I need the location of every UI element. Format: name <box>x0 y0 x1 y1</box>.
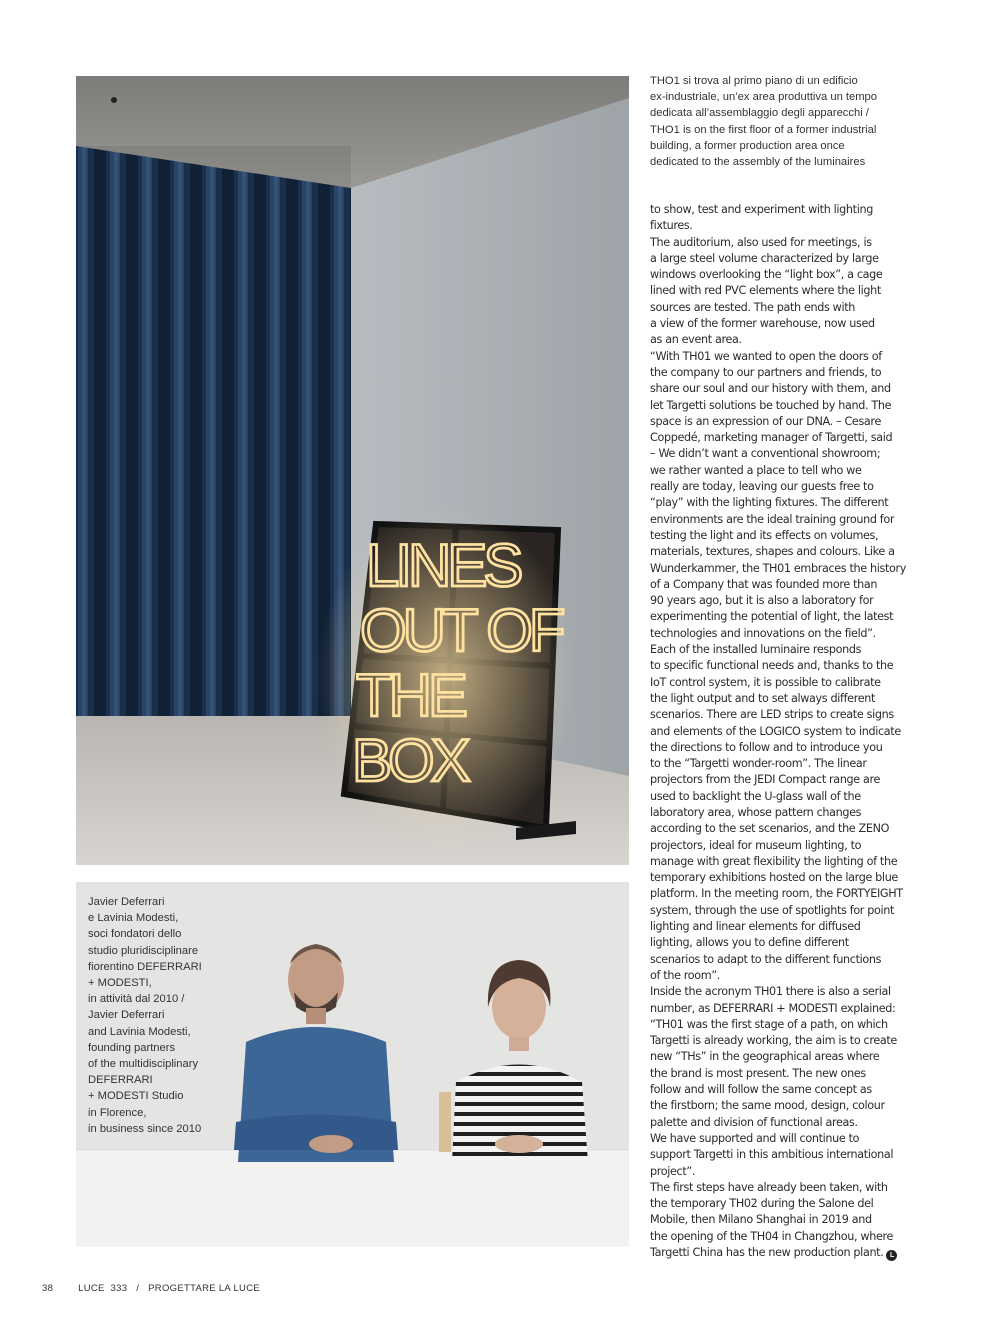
body-line: project”. <box>650 1164 696 1178</box>
body-line: 90 years ago, but it is also a laboratory for <box>650 594 874 608</box>
body-line: follow and will follow the same concept as <box>650 1083 872 1097</box>
body-line: scenarios. There are LED strips to create signs <box>650 708 894 722</box>
body-line: Wunderkammer, the TH01 embraces the history <box>650 561 907 575</box>
body-line: to show, test and experiment with lighting <box>650 203 873 216</box>
body-line: the opening of the TH04 in Changzhou, where <box>650 1229 894 1243</box>
body-line: – We didn’t want a conventional showroom; <box>650 447 881 461</box>
body-line: the brand is most present. The new ones <box>650 1066 866 1080</box>
body-line: environments are the ideal training ground for <box>650 512 895 526</box>
neon-line-3: THE <box>356 662 464 729</box>
body-line: a large steel volume characterized by large <box>650 251 879 265</box>
body-line: as an event area. <box>650 333 742 347</box>
body-line: platform. In the meeting room, the FORTYEIGHT <box>650 887 903 901</box>
caption-line: in Florence, <box>88 1106 147 1119</box>
body-line: to the “Targetti wonder-room”. The linear <box>650 757 867 771</box>
body-line: projectors, ideal for museum lighting, to <box>650 838 862 852</box>
caption-line: building, a former production area once <box>650 139 845 152</box>
page-footer <box>42 1283 260 1294</box>
body-line: share our soul and our history with them, and <box>650 382 891 396</box>
body-line: a view of the former warehouse, now used <box>650 317 875 331</box>
article-body <box>650 202 925 1261</box>
body-line: support Targetti in this ambitious international <box>650 1148 894 1162</box>
magazine-issue: LUCE 333 <box>78 1283 128 1294</box>
footer-separator: / <box>136 1283 140 1294</box>
body-line: Inside the acronym TH01 there is also a serial <box>650 985 891 999</box>
body-line: scenarios to adapt to the different functions <box>650 952 882 966</box>
showroom-photo <box>76 76 629 865</box>
caption-line: + MODESTI, <box>88 977 152 990</box>
caption-line: dedicata all’assemblaggio degli apparecchi / <box>650 107 869 120</box>
body-line: materials, textures, shapes and colours. Like a <box>650 545 895 559</box>
caption-line: and Lavinia Modesti, <box>88 1025 191 1038</box>
body-line: testing the light and its effects on volumes, <box>650 528 879 542</box>
body-line: of the room”. <box>650 968 720 982</box>
body-line: sources are tested. The path ends with <box>650 300 856 314</box>
body-line: IoT control system, it is possible to calibrate <box>650 675 881 689</box>
body-line: Each of the installed luminaire responds <box>650 643 862 657</box>
neon-line-4: BOX <box>352 727 467 794</box>
caption-line: ex-industriale, un’ex area produttiva un tempo <box>650 91 877 104</box>
body-line: the directions to follow and to introduce you <box>650 740 883 754</box>
body-line: we rather wanted a place to tell who we <box>650 463 862 477</box>
caption-line: + MODESTI Studio <box>88 1090 184 1103</box>
body-line: lighting, allows you to define different <box>650 936 849 950</box>
body-line: Targetti China has the new production plant. L <box>650 1245 925 1261</box>
body-line: The first steps have already been taken, with <box>650 1180 888 1194</box>
body-line: new “THs” in the geographical areas where <box>650 1050 880 1064</box>
body-line: “TH01 was the first stage of a path, on which <box>650 1017 888 1031</box>
body-line: “With TH01 we wanted to open the doors of <box>650 349 882 363</box>
caption-line: studio pluridisciplinare <box>88 944 199 957</box>
caption-line: in attività dal 2010 / <box>88 993 185 1006</box>
showroom-illustration <box>76 76 629 865</box>
body-line: used to backlight the U-glass wall of the <box>650 789 861 803</box>
section-name: PROGETTARE LA LUCE <box>148 1283 261 1294</box>
body-line: according to the set scenarios, and the ZENO <box>650 822 890 836</box>
caption-line: THO1 si trova al primo piano di un edificio <box>650 75 858 87</box>
body-line: of a Company that was founded more than <box>650 577 878 591</box>
body-line: experimenting the potential of light, the latest <box>650 610 894 624</box>
body-line: laboratory area, whose pattern changes <box>650 805 862 819</box>
page-number: 38 <box>42 1283 54 1294</box>
body-line: and elements of the LOGICO system to indicate <box>650 724 901 738</box>
body-line: fixtures. <box>650 219 693 233</box>
caption-line: Javier Deferrari <box>88 896 165 908</box>
body-line: palette and division of functional areas. <box>650 1115 858 1129</box>
caption-line: fiorentino DEFERRARI <box>88 960 202 973</box>
neon-line-1: LINES <box>366 532 520 599</box>
body-line: “play” with the lighting fixtures. The different <box>650 496 889 510</box>
body-line: Targetti is already working, the aim is to create <box>650 1034 897 1048</box>
body-line: lighting and linear elements for diffused <box>650 920 861 934</box>
body-line: to specific functional needs and, thanks to the <box>650 659 894 673</box>
body-line: the light output and to set always different <box>650 691 876 705</box>
body-line: Mobile, then Milano Shanghai in 2019 and <box>650 1213 872 1227</box>
body-line: lined with red PVC elements where the light <box>650 284 881 298</box>
body-line: number, as DEFERRARI + MODESTI explained: <box>650 1001 896 1015</box>
body-line: We have supported and will continue to <box>650 1131 860 1145</box>
body-line: space is an expression of our DNA. – Cesare <box>650 414 881 428</box>
body-line: windows overlooking the “light box”, a cage <box>650 268 883 282</box>
body-line: the company to our partners and friends, to <box>650 365 882 379</box>
end-of-article-icon: L <box>886 1250 897 1261</box>
caption-line: THO1 is on the first floor of a former industrial <box>650 123 877 136</box>
body-line: projectors from the JEDI Compact range are <box>650 773 881 787</box>
body-line: really are today, leaving our guests free to <box>650 480 874 494</box>
body-line: the firstborn; the same mood, design, colour <box>650 1099 885 1113</box>
founders-caption <box>88 894 238 1137</box>
neon-line-2: OUT OF <box>360 597 562 664</box>
caption-line: of the multidisciplinary <box>88 1058 199 1071</box>
caption-line: e Lavinia Modesti, <box>88 912 179 925</box>
body-line: let Targetti solutions be touched by hand. The <box>650 398 892 412</box>
caption-line: Javier Deferrari <box>88 1009 165 1022</box>
top-caption <box>650 73 920 170</box>
caption-line: DEFERRARI <box>88 1074 153 1087</box>
body-line: manage with great flexibility the lighting of the <box>650 854 898 868</box>
body-line: system, through the use of spotlights for point <box>650 903 895 917</box>
body-line: Coppedé, marketing manager of Targetti, said <box>650 431 893 445</box>
caption-line: dedicated to the assembly of the luminaires <box>650 156 866 169</box>
caption-line: founding partners <box>88 1041 176 1054</box>
caption-line: soci fondatori dello <box>88 928 182 941</box>
body-line: the temporary TH02 during the Salone del <box>650 1197 874 1211</box>
body-line: temporary exhibitions hosted on the large blue <box>650 871 898 885</box>
body-line: The auditorium, also used for meetings, is <box>650 235 872 249</box>
caption-line: in business since 2010 <box>88 1122 202 1135</box>
body-line: technologies and innovations on the field”. <box>650 626 876 640</box>
